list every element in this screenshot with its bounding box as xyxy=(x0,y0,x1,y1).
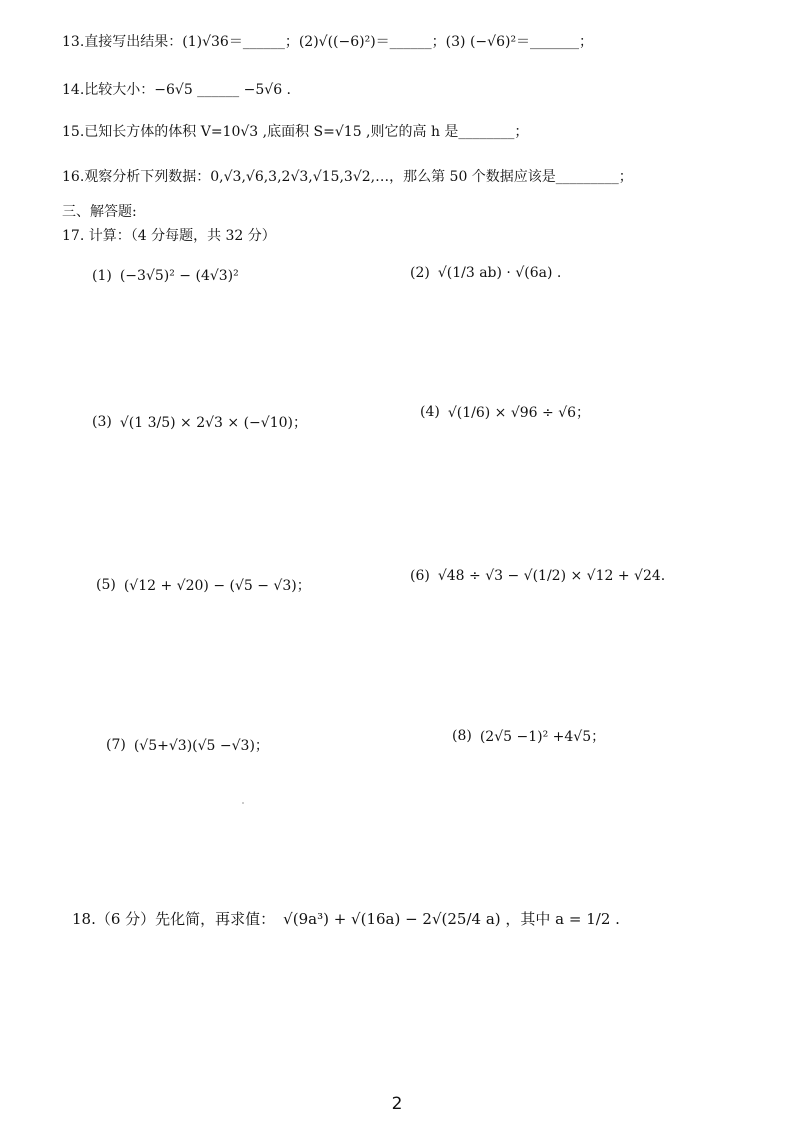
problem-number: (7) xyxy=(106,737,126,753)
problem-17-4 xyxy=(420,402,590,422)
question-15: 15.已知长方体的体积 V=10√3 ,底面积 S=√15 ,则它的高 h 是________； xyxy=(62,124,529,140)
question-18 xyxy=(72,908,620,929)
problem-17-8 xyxy=(452,726,605,746)
problem-expression: (2√5 −1)² +4√5； xyxy=(479,729,606,745)
section-title: 三、解答题: xyxy=(62,204,137,220)
problem-17-1 xyxy=(92,268,239,284)
question-13: 13.直接写出结果：(1)√36＝______；(2)√((−6)²)＝______；(3) (−√6)²＝_______； xyxy=(62,34,594,50)
question-14: 14.比较大小：−6√5 ______ −5√6 . xyxy=(62,82,291,98)
problem-17-5 xyxy=(96,575,311,595)
problem-expression: √48 ÷ √3 − √(1/2) × √12 + √24. xyxy=(437,568,666,584)
problem-17-7 xyxy=(106,735,269,755)
problem-number: (8) xyxy=(452,728,472,744)
problem-number: (2) xyxy=(410,265,430,281)
problem-17-6 xyxy=(410,568,665,584)
problem-expression: (√12 + √20) − (√5 − √3)； xyxy=(123,578,311,594)
question-17-heading: 17. 计算：（4 分每题，共 32 分） xyxy=(62,228,276,244)
problem-number: (4) xyxy=(420,404,440,420)
scan-speck xyxy=(242,802,244,804)
question-18-label: 18.（6 分）先化简，再求值： xyxy=(72,910,276,928)
problem-number: (5) xyxy=(96,577,116,593)
question-16: 16.观察分析下列数据：0,√3,√6,3,2√3,√15,3√2,…，那么第 50 个数据应该是_________； xyxy=(62,169,633,185)
problem-expression: √(1/6) × √96 ÷ √6； xyxy=(447,405,591,421)
problem-number: (3) xyxy=(92,414,112,430)
problem-number: (6) xyxy=(410,568,430,584)
problem-expression: √(1/3 ab) · √(6a) . xyxy=(437,265,562,281)
page-number: 2 xyxy=(391,1094,403,1114)
problem-17-2 xyxy=(410,265,561,281)
problem-expression: √(1 3/5) × 2√3 × (−√10)； xyxy=(119,415,307,431)
problem-expression: (−3√5)² − (4√3)² xyxy=(119,268,239,284)
question-18-expression: √(9a³) + √(16a) − 2√(25/4 a) ，其中 a = 1/2 . xyxy=(283,910,620,928)
problem-number: (1) xyxy=(92,268,112,284)
problem-17-3 xyxy=(92,412,307,432)
problem-expression: (√5+√3)(√5 −√3)； xyxy=(133,738,269,754)
